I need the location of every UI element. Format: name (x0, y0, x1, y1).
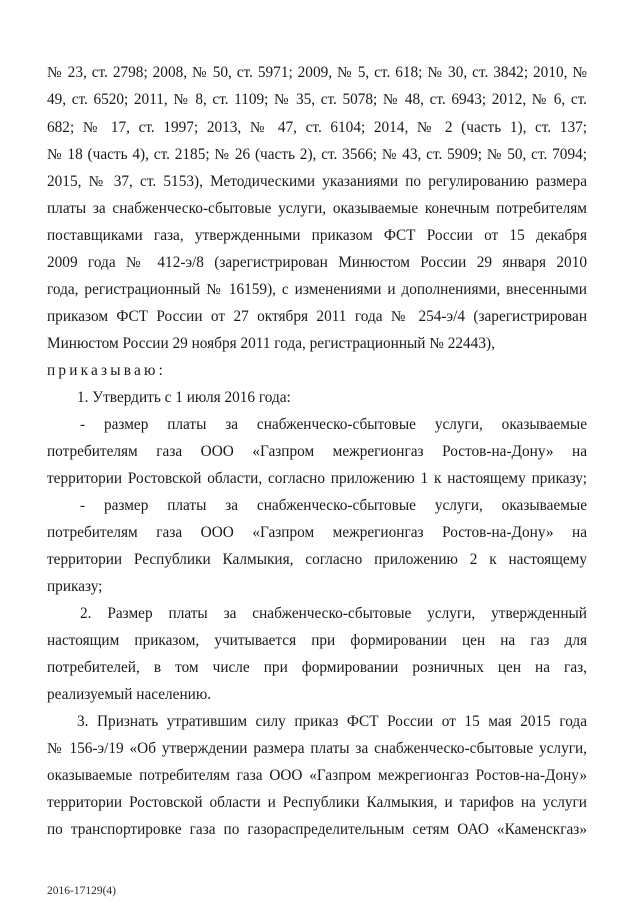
text-line: территории Ростовской области и Республики Калмыкия, и тарифов на услуги (47, 794, 587, 811)
text-line: Минюстом России 29 ноября 2011 года, регистрационный № 22443), (47, 335, 495, 352)
document-code-footer: 2016-17129(4) (47, 885, 116, 897)
text-line: - размер платы за снабженческо-сбытовые услуги, оказываемые (80, 416, 587, 433)
item-1-heading: 1. Утвердить с 1 июля 2016 года: (77, 389, 291, 406)
item-3-line: 3. Признать утратившим силу приказ ФСТ России от 15 мая 2015 года (77, 713, 587, 730)
text-line: поставщиками газа, утвержденными приказом ФСТ России от 15 декабря (47, 227, 587, 244)
text-line: № 156-э/19 «Об утверждении размера платы за снабженческо-сбытовые услуги, (47, 740, 587, 757)
text-line: 2015, № 37, ст. 5153), Методическими указаниями по регулированию размера (47, 173, 587, 190)
text-line: потребителей, в том числе при формировании розничных цен на газ, (47, 659, 587, 676)
text-line: платы за снабженческо-сбытовые услуги, оказываемые конечным потребителям (47, 200, 587, 217)
text-line: приказу; (47, 578, 103, 595)
item-2-line: 2. Размер платы за снабженческо-сбытовые услуги, утвержденный (80, 605, 587, 622)
text-line: приказом ФСТ России от 27 октября 2011 года № 254-э/4 (зарегистрирован (47, 308, 587, 325)
text-line: № 23, ст. 2798; 2008, № 50, ст. 5971; 2009, № 5, ст. 618; № 30, ст. 3842; 2010, № (47, 64, 587, 81)
text-line: потребителям газа ООО «Газпром межрегионгаз Ростов-на-Дону» на (47, 524, 587, 541)
text-line: 49, ст. 6520; 2011, № 8, ст. 1109; № 35, ст. 5078; № 48, ст. 6943; 2012, № 6, ст. (47, 91, 587, 108)
text-line: № 18 (часть 4), ст. 2185; № 26 (часть 2), ст. 3566; № 43, ст. 5909; № 50, ст. 7094; (47, 146, 587, 163)
order-word: приказываю: (47, 362, 167, 379)
text-line: 2009 года № 412-э/8 (зарегистрирован Минюстом России 29 января 2010 (47, 254, 587, 271)
text-line: реализуемый населению. (47, 686, 212, 703)
text-line: по транспортировке газа по газораспределительным сетям ОАО «Каменскгаз» (47, 821, 587, 838)
text-line: потребителям газа ООО «Газпром межрегионгаз Ростов-на-Дону» на (47, 443, 587, 460)
text-line: года, регистрационный № 16159), с изменениями и дополнениями, внесенными (47, 281, 587, 298)
text-line: оказываемые потребителям газа ООО «Газпром межрегионгаз Ростов-на-Дону» (47, 767, 587, 784)
text-line: 682; № 17, ст. 1997; 2013, № 47, ст. 6104; 2014, № 2 (часть 1), ст. 137; (47, 119, 587, 136)
text-line: настоящим приказом, учитывается при формировании цен на газ для (47, 632, 587, 649)
text-line: территории Ростовской области, согласно приложению 1 к настоящему приказу; (47, 470, 587, 487)
text-line: - размер платы за снабженческо-сбытовые услуги, оказываемые (80, 497, 587, 514)
text-line: территории Республики Калмыкия, согласно приложению 2 к настоящему (47, 551, 587, 568)
